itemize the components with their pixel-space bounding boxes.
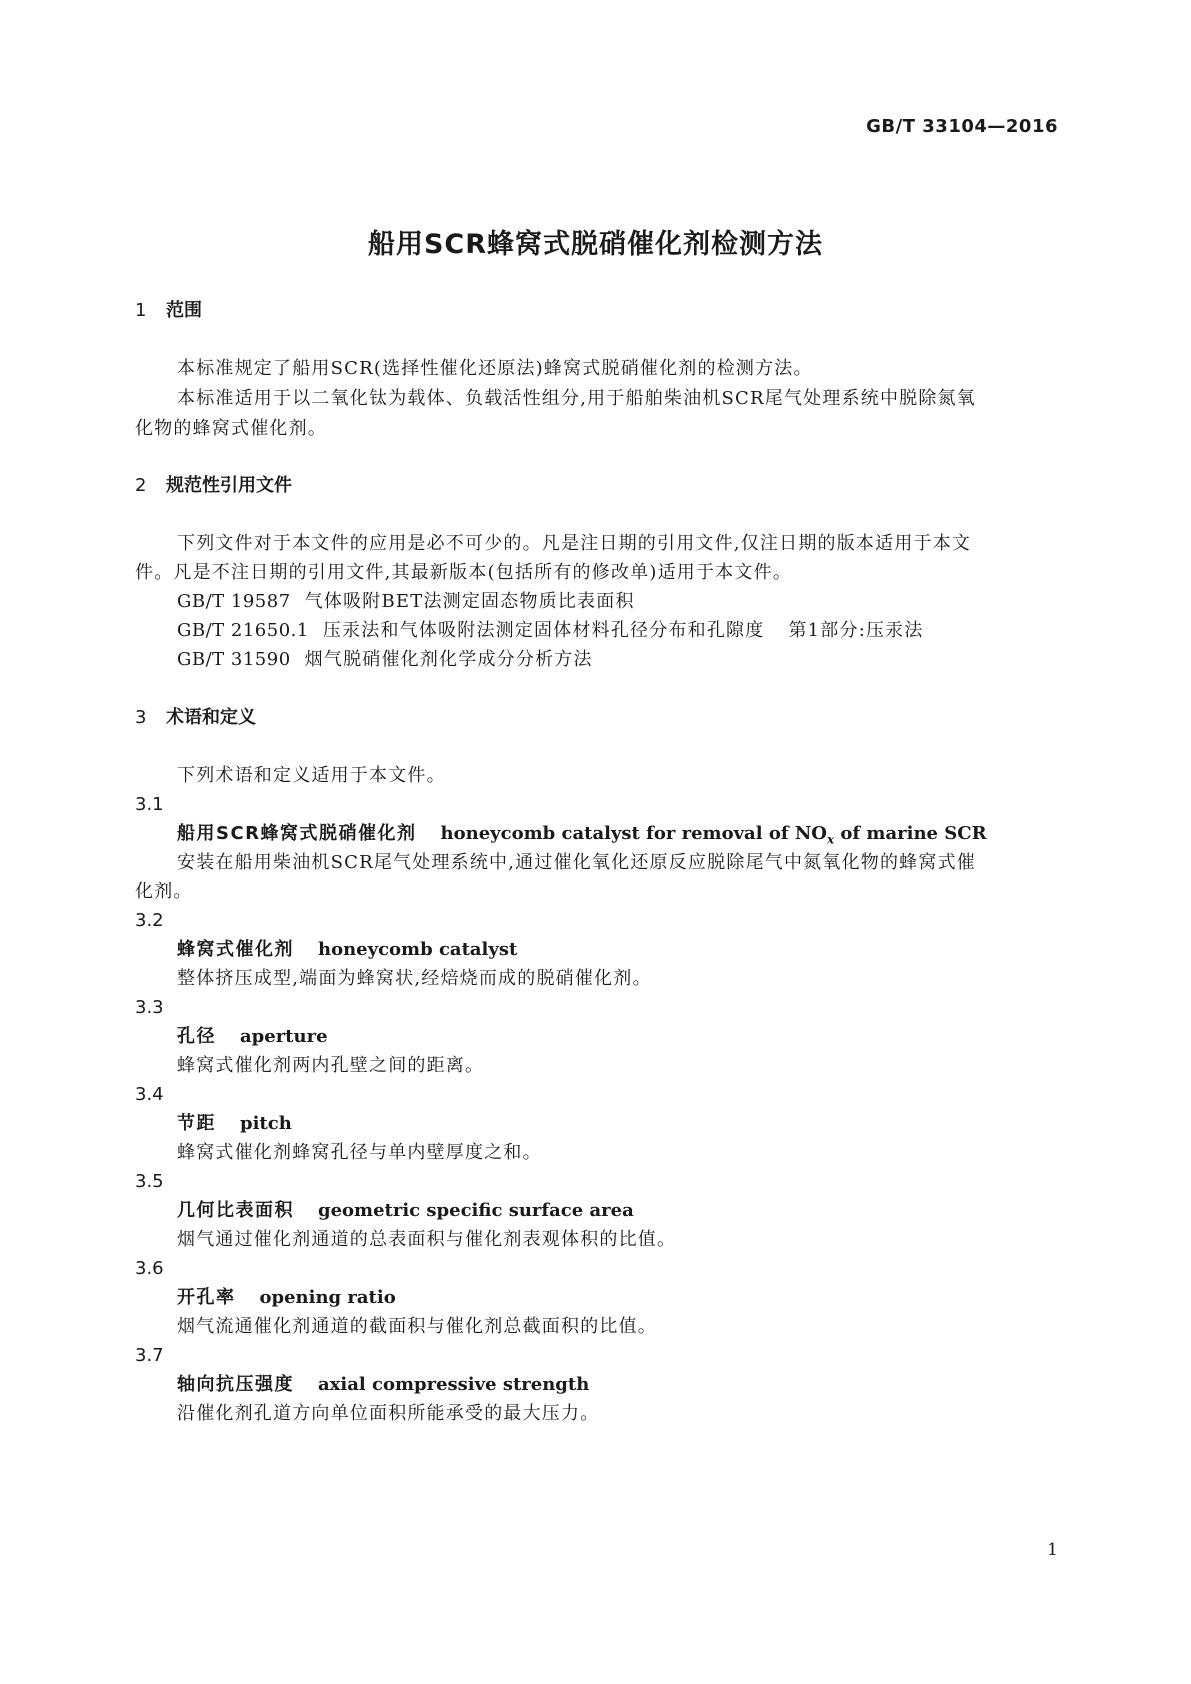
reference-code: GB/T 31590 xyxy=(177,649,291,670)
reference-code: GB/T 19587 xyxy=(177,591,291,612)
term-english: honeycomb catalyst for removal of $NO_x$ of marine SCR xyxy=(440,823,987,847)
term-number: 3.4 xyxy=(135,1084,164,1105)
normative-reference xyxy=(177,622,924,640)
term-english: aperture xyxy=(240,1026,328,1047)
section-title: 术语和定义 xyxy=(166,707,256,728)
term-entry xyxy=(177,1289,396,1307)
term-number: 3.2 xyxy=(135,910,164,931)
reference-title: 烟气脱硝催化剂化学成分分析方法 xyxy=(304,649,593,670)
reference-title: 气体吸附BET法测定固态物质比表面积 xyxy=(304,591,635,612)
normative-reference xyxy=(177,593,635,611)
term-definition: 烟气通过催化剂通道的总表面积与催化剂表观体积的比值。 xyxy=(177,1229,677,1250)
term-english: pitch xyxy=(240,1113,292,1134)
term-chinese: 轴向抗压强度 xyxy=(177,1374,294,1395)
paragraph: 下列术语和定义适用于本文件。 xyxy=(177,765,446,786)
term-entry xyxy=(177,1115,292,1133)
paragraph: 本标准规定了船用SCR(选择性催化还原法)蜂窝式脱硝催化剂的检测方法。 xyxy=(177,358,813,379)
term-definition: 蜂窝式催化剂蜂窝孔径与单内壁厚度之和。 xyxy=(177,1142,542,1163)
term-chinese: 孔径 xyxy=(177,1026,216,1047)
term-entry xyxy=(177,825,987,846)
section-1-heading xyxy=(135,302,202,320)
term-english: geometric specific surface area xyxy=(318,1200,634,1221)
term-chinese: 开孔率 xyxy=(177,1287,236,1308)
term-entry xyxy=(177,941,517,959)
term-english: opening ratio xyxy=(259,1287,396,1308)
section-number: 3 xyxy=(135,707,147,728)
term-number: 3.1 xyxy=(135,794,164,815)
term-english: axial compressive strength xyxy=(318,1374,590,1395)
term-english: honeycomb catalyst xyxy=(318,939,518,960)
section-number: 2 xyxy=(135,475,147,496)
paragraph-continuation: 件。凡是不注日期的引用文件,其最新版本(包括所有的修改单)适用于本文件。 xyxy=(135,562,792,583)
section-2-heading xyxy=(135,477,292,495)
term-definition-continuation: 化剂。 xyxy=(135,881,193,902)
term-chinese: 节距 xyxy=(177,1113,216,1134)
page-number: 1 xyxy=(1047,1540,1058,1560)
term-chinese: 船用SCR蜂窝式脱硝催化剂 xyxy=(177,823,417,844)
reference-title: 压汞法和气体吸附法测定固体材料孔径分布和孔隙度 xyxy=(322,620,765,641)
normative-reference xyxy=(177,651,593,669)
paragraph: 下列文件对于本文件的应用是必不可少的。凡是注日期的引用文件,仅注日期的版本适用于本文 xyxy=(177,533,972,554)
term-number: 3.7 xyxy=(135,1345,164,1366)
document-title: 船用SCR蜂窝式脱硝催化剂检测方法 xyxy=(367,229,824,260)
term-entry xyxy=(177,1376,589,1394)
term-definition: 安装在船用柴油机SCR尾气处理系统中,通过催化氧化还原反应脱除尾气中氮氧化物的蜂窝式催 xyxy=(177,852,976,873)
section-title: 规范性引用文件 xyxy=(166,475,292,496)
term-number: 3.3 xyxy=(135,997,164,1018)
term-number: 3.6 xyxy=(135,1258,164,1279)
section-3-heading xyxy=(135,709,256,727)
term-entry xyxy=(177,1028,328,1046)
term-definition: 烟气流通催化剂通道的截面积与催化剂总截面积的比值。 xyxy=(177,1316,657,1337)
paragraph: 本标准适用于以二氧化钛为载体、负载活性组分,用于船舶柴油机SCR尾气处理系统中脱除氮氧 xyxy=(177,388,976,409)
section-number: 1 xyxy=(135,300,147,321)
term-entry xyxy=(177,1202,634,1220)
term-chinese: 几何比表面积 xyxy=(177,1200,294,1221)
standard-code: GB/T 33104—2016 xyxy=(866,116,1058,137)
term-definition: 整体挤压成型,端面为蜂窝状,经焙烧而成的脱硝催化剂。 xyxy=(177,968,652,989)
term-definition: 蜂窝式催化剂两内孔壁之间的距离。 xyxy=(177,1055,485,1076)
term-definition: 沿催化剂孔道方向单位面积所能承受的最大压力。 xyxy=(177,1403,600,1424)
term-number: 3.5 xyxy=(135,1171,164,1192)
term-chinese: 蜂窝式催化剂 xyxy=(177,939,294,960)
reference-part: 第1部分:压汞法 xyxy=(788,620,924,641)
paragraph-continuation: 化物的蜂窝式催化剂。 xyxy=(135,418,327,439)
reference-code: GB/T 21650.1 xyxy=(177,620,309,641)
section-title: 范围 xyxy=(166,300,202,321)
